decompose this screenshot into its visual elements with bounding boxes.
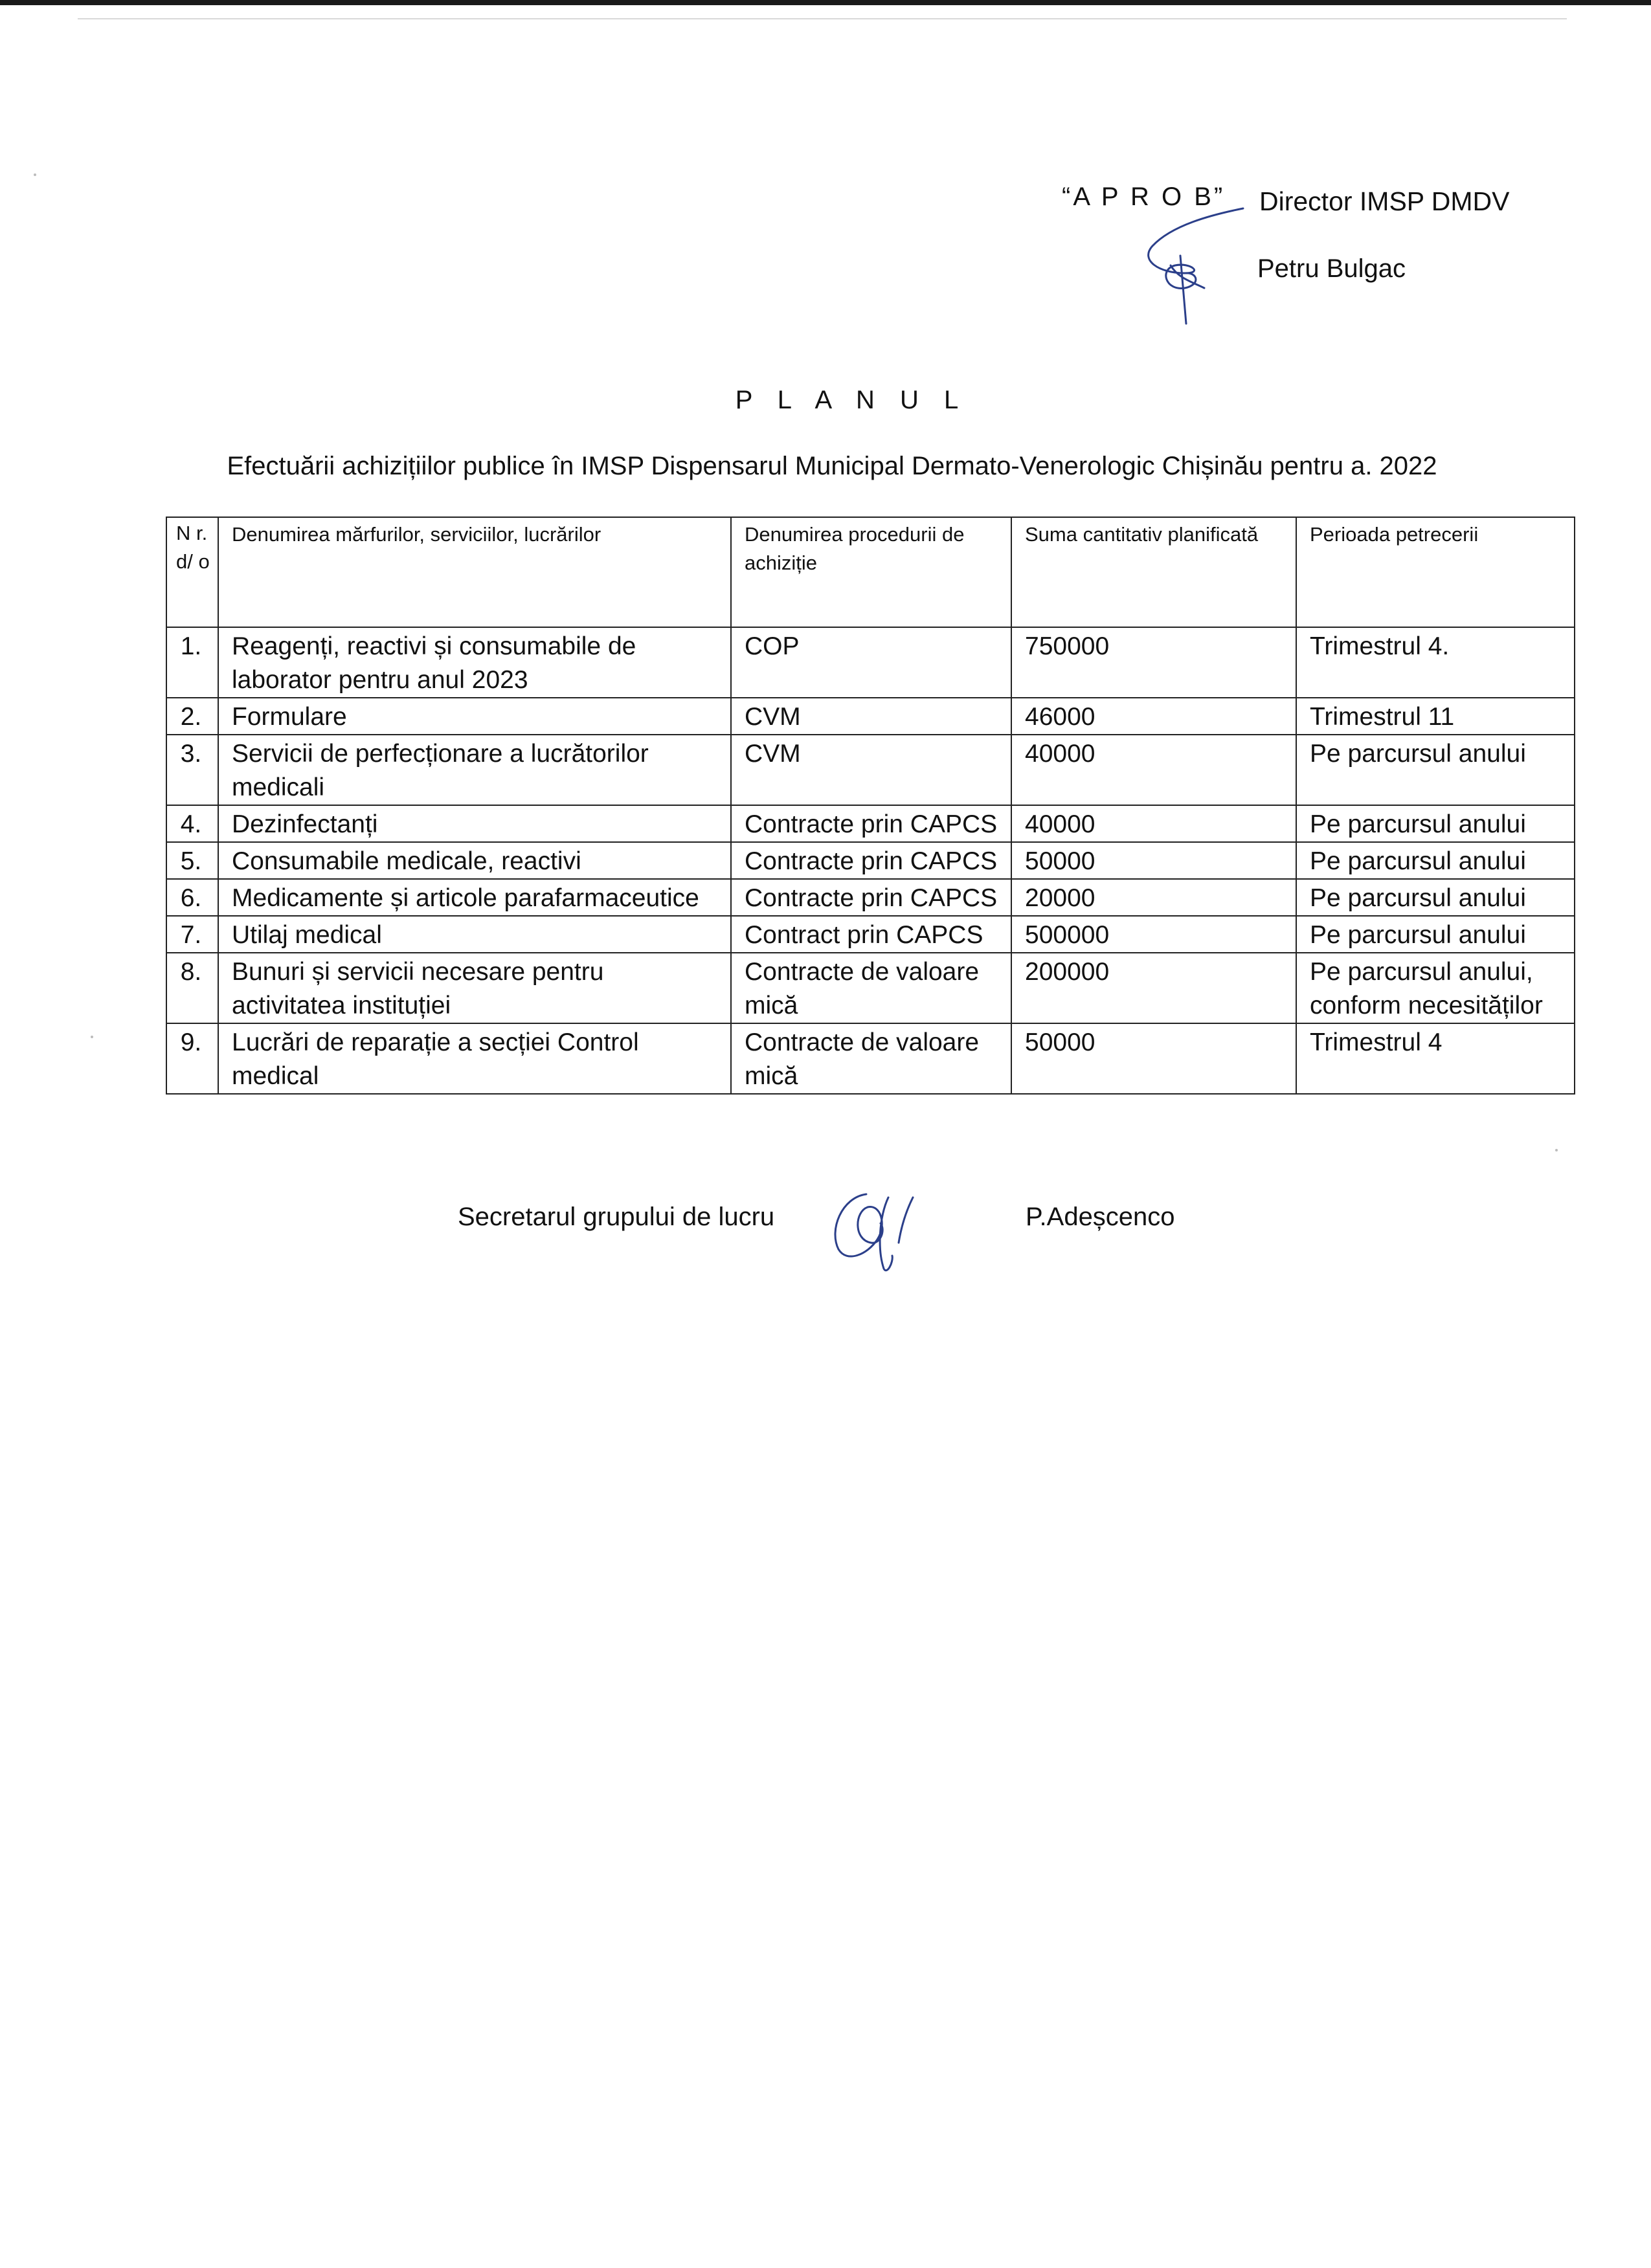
cell-amount: 500000 (1011, 916, 1296, 953)
cell-goods: Reagenți, reactivi și consumabile de laborator pentru anul 2023 (218, 627, 731, 698)
cell-period: Pe parcursul anului (1296, 842, 1575, 879)
cell-procedure: Contracte prin CAPCS (731, 842, 1011, 879)
cell-procedure: CVM (731, 698, 1011, 735)
table-row (166, 953, 1575, 1023)
cell-nr: 8. (166, 953, 218, 1023)
cell-goods: Lucrări de reparație a secției Control medical (218, 1023, 731, 1094)
cell-period: Trimestrul 4 (1296, 1023, 1575, 1094)
table-row (166, 1023, 1575, 1094)
header-amount: Suma cantitativ planificată (1011, 517, 1296, 627)
scan-edge (0, 0, 1651, 5)
scan-speck (34, 173, 36, 176)
cell-procedure: COP (731, 627, 1011, 698)
table-row (166, 842, 1575, 879)
cell-procedure: CVM (731, 735, 1011, 805)
document-subtitle: Efectuării achizițiilor publice în IMSP Dispensarul Municipal Dermato-Venerologic Chișinău pentru a. 2022 (227, 452, 1437, 480)
cell-nr: 4. (166, 805, 218, 842)
document-title: P L A N U L (735, 386, 968, 414)
cell-goods: Dezinfectanți (218, 805, 731, 842)
cell-goods: Formulare (218, 698, 731, 735)
cell-procedure: Contracte de valoare mică (731, 1023, 1011, 1094)
header-goods: Denumirea mărfurilor, serviciilor, lucrărilor (218, 517, 731, 627)
cell-amount: 40000 (1011, 735, 1296, 805)
director-name: Petru Bulgac (1257, 254, 1406, 283)
scan-fold-line (78, 18, 1567, 19)
cell-nr: 6. (166, 879, 218, 916)
header-period: Perioada petrecerii (1296, 517, 1575, 627)
cell-nr: 1. (166, 627, 218, 698)
cell-goods: Utilaj medical (218, 916, 731, 953)
cell-procedure: Contract prin CAPCS (731, 916, 1011, 953)
cell-period: Pe parcursul anului (1296, 916, 1575, 953)
cell-period: Pe parcursul anului (1296, 735, 1575, 805)
director-signature (1114, 201, 1263, 330)
secretary-name: P.Adeșcenco (1026, 1203, 1175, 1231)
cell-amount: 20000 (1011, 879, 1296, 916)
cell-period: Pe parcursul anului (1296, 879, 1575, 916)
cell-amount: 750000 (1011, 627, 1296, 698)
cell-nr: 7. (166, 916, 218, 953)
header-nr: N r. d/ o (166, 517, 218, 627)
table-row (166, 916, 1575, 953)
cell-procedure: Contracte de valoare mică (731, 953, 1011, 1023)
table-row (166, 879, 1575, 916)
scan-speck (91, 1036, 93, 1038)
table-row (166, 735, 1575, 805)
cell-amount: 40000 (1011, 805, 1296, 842)
cell-procedure: Contracte prin CAPCS (731, 805, 1011, 842)
cell-amount: 46000 (1011, 698, 1296, 735)
cell-goods: Medicamente și articole parafarmaceutice (218, 879, 731, 916)
table-header-row (166, 517, 1575, 627)
secretary-label: Secretarul grupului de lucru (458, 1203, 775, 1231)
cell-goods: Consumabile medicale, reactivi (218, 842, 731, 879)
header-procedure: Denumirea procedurii de achiziție (731, 517, 1011, 627)
cell-procedure: Contracte prin CAPCS (731, 879, 1011, 916)
procurement-plan-table (166, 517, 1575, 1095)
cell-goods: Servicii de perfecționare a lucrătorilor medicali (218, 735, 731, 805)
cell-period: Trimestrul 4. (1296, 627, 1575, 698)
cell-nr: 2. (166, 698, 218, 735)
cell-goods: Bunuri și servicii necesare pentru activitatea instituției (218, 953, 731, 1023)
cell-period: Pe parcursul anului (1296, 805, 1575, 842)
cell-nr: 3. (166, 735, 218, 805)
cell-amount: 50000 (1011, 842, 1296, 879)
table-row (166, 805, 1575, 842)
approval-stamp: “A P R O B” (1062, 183, 1226, 211)
cell-period: Pe parcursul anului, conform necesităților (1296, 953, 1575, 1023)
cell-amount: 50000 (1011, 1023, 1296, 1094)
cell-nr: 5. (166, 842, 218, 879)
cell-amount: 200000 (1011, 953, 1296, 1023)
scan-speck (1555, 1149, 1558, 1151)
table-row (166, 627, 1575, 698)
cell-period: Trimestrul 11 (1296, 698, 1575, 735)
cell-nr: 9. (166, 1023, 218, 1094)
secretary-signature (816, 1178, 945, 1275)
table-row (166, 698, 1575, 735)
director-title: Director IMSP DMDV (1259, 186, 1510, 216)
